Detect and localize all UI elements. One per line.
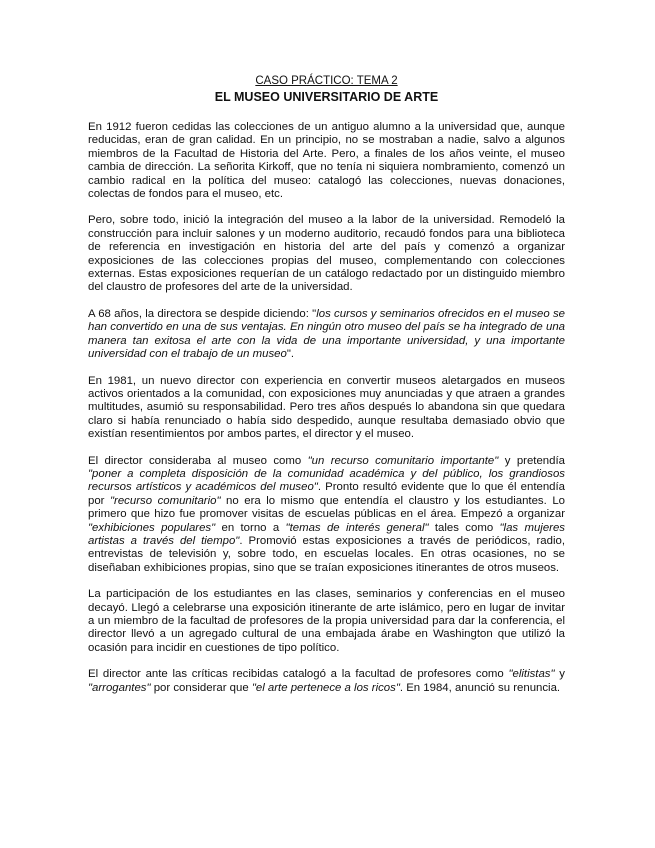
document-page [88, 74, 565, 708]
text-segment: . En 1984, anunció su renuncia. [399, 681, 561, 694]
document-title: EL MUSEO UNIVERSITARIO DE ARTE [214, 90, 439, 104]
quote-segment: "exhibiciones populares" [88, 521, 216, 534]
text-segment: por considerar que [150, 681, 252, 694]
quote-segment: "temas de interés general" [285, 521, 429, 534]
quote-segment: "elitistas" [508, 668, 555, 681]
quote-segment: "las mujeres artistas a través del tiempo" [88, 521, 565, 547]
paragraph-7 [88, 668, 565, 695]
text-segment: en torno a [215, 521, 286, 534]
quote-segment: "recurso comunitario" [110, 494, 221, 507]
quote-segment: "un recurso comunitario importante" [307, 454, 499, 467]
document-subtitle: CASO PRÁCTICO: TEMA 2 [255, 75, 398, 87]
text-segment: . Pronto resultó evidente que lo que él entendía por [88, 481, 565, 507]
text-segment: ". [286, 348, 295, 361]
quote-segment: "arrogantes" [88, 681, 151, 694]
text-segment: Pero, sobre todo, inició la integración del museo a la labor de la universidad. Remodeló la construcción para incluir salones y un moderno auditorio, recaudó fondos para una biblioteca de referencia en investigación en historia del arte del país y comenzó a organizar exposiciones de las colecciones propias del museo, complementando con colecciones externas. Estas exposiciones requerían de un catálogo redactado por un distinguido miembro del claustro de profesores del arte de la universidad. [88, 214, 565, 294]
paragraph-5 [88, 455, 565, 576]
paragraph-4 [88, 375, 565, 442]
text-segment: . Promovió estas exposiciones a través de periódicos, radio, entrevistas de televisión y, sobre todo, en escuelas locales. En otras ocasiones, no se diseñaban exhibiciones propias, sino que se traían exposiciones itinerantes de otros museos. [88, 534, 565, 574]
text-segment: y pretendía [498, 454, 565, 467]
text-segment: En 1981, un nuevo director con experiencia en convertir museos aletargados en museos activos orientados a la comunidad, con exposiciones muy anunciadas y que atraen a grandes multitudes, asumió su responsabilidad. Pero tres años después lo abandona sin que quedara claro si había renunciado o había sido despedido, aunque resultaba demasiado obvio que existían resentimientos por ambos partes, el director y el museo. [88, 374, 565, 441]
text-segment: El director ante las críticas recibidas catalogó a la facultad de profesores como [88, 668, 509, 681]
paragraph-6 [88, 588, 565, 655]
quote-segment: "el arte pertenece a los ricos" [251, 681, 400, 694]
text-segment: tales como [428, 521, 500, 534]
text-segment: y [554, 668, 565, 681]
text-segment: A 68 años, la directora se despide diciendo: " [88, 307, 317, 320]
quote-segment: "poner a completa disposición de la comunidad académica y del público, los grandiosos recursos artísticos y académicos del museo" [88, 467, 565, 494]
text-segment: La participación de los estudiantes en las clases, seminarios y conferencias en el museo decayó. Llegó a celebrarse una exposición itinerante de arte islámico, pero en lugar de invitar a un miembro de la facultad de profesores de la propia universidad para dar la conferencia, el director llevó a un agregado cultural de una embajada árabe en Washington que utilizó la ocasión para incidir en cuestiones de tipo político. [88, 588, 565, 654]
text-segment: En 1912 fueron cedidas las colecciones de un antiguo alumno a la universidad que, aunque reducidas, eran de gran calidad. En un principio, no se mostraban a nadie, salvo a algunos miembros de la Facultad de Historia del Arte. Pero, a finales de los años veinte, el museo cambia de dirección. La señorita Kirkoff, que no tenía ni siquiera nombramiento, comenzó un cambio radical en la política del museo: catalogó las colecciones, nuevas donaciones, colectas de fondos para el museo, etc. [88, 121, 565, 201]
text-segment: El director consideraba al museo como [88, 454, 308, 467]
paragraph-1 [88, 121, 565, 201]
quote-segment: los cursos y seminarios ofrecidos en el museo se han convertido en una de sus ventajas. En ningún otro museo del país se ha integrado de una manera tan exitosa el arte con la vida de una importante universidad, y una importante universidad con el trabajo de un museo [88, 307, 565, 361]
paragraph-2 [88, 214, 565, 294]
paragraph-3 [88, 308, 565, 362]
text-segment: no era lo mismo que entendía el claustro y los estudiantes. Lo primero que hizo fue promover visitas de escuelas públicas en el área. Empezó a organizar [88, 494, 565, 521]
